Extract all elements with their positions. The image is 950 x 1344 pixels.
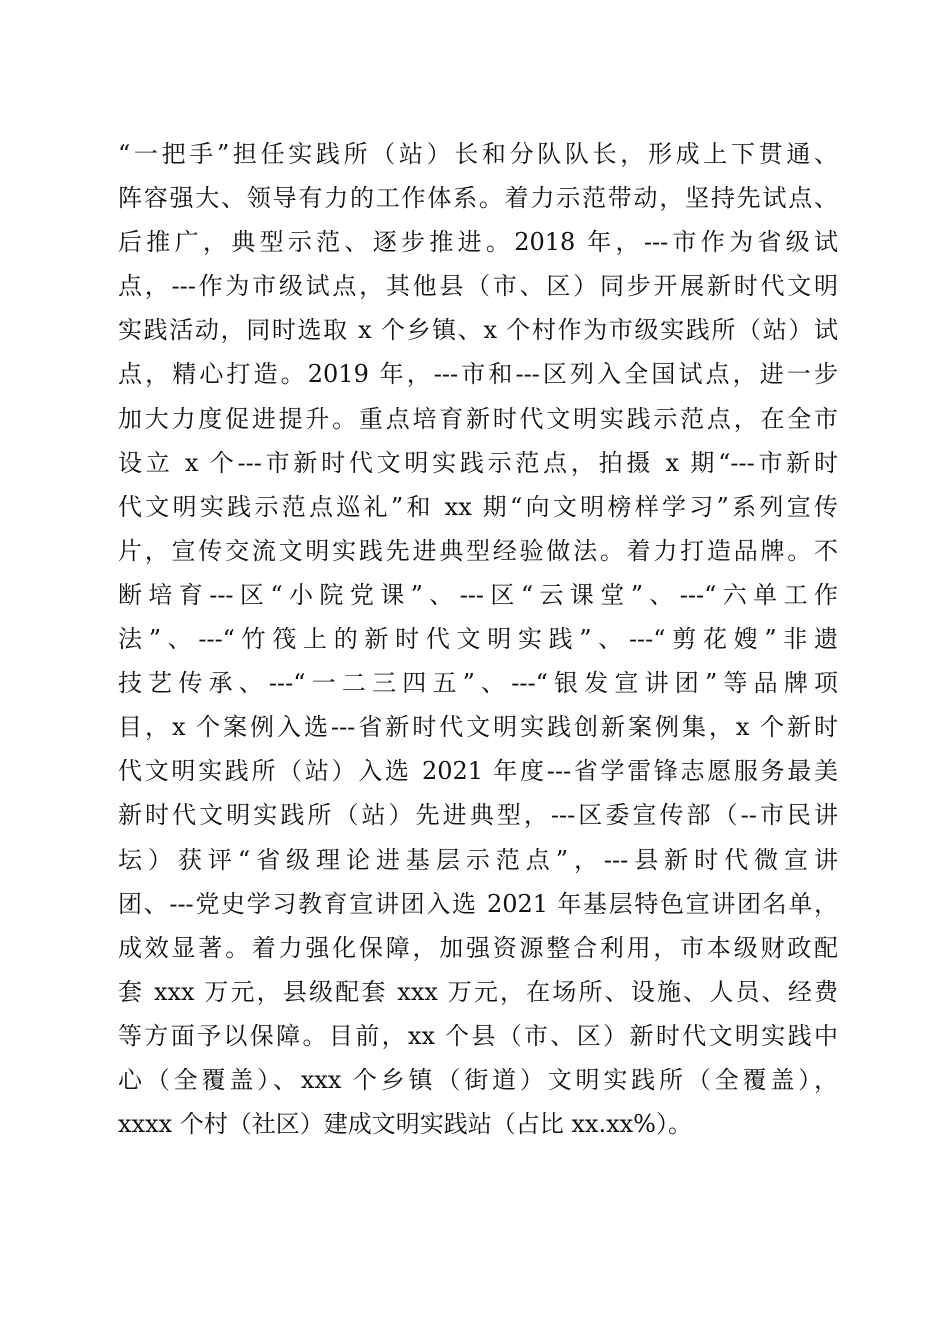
text-line: 成效显著。着力强化保障，加强资源整合利用，市本级财政配 <box>118 933 838 962</box>
text-line: 坛）获评“省级理论进基层示范点”，---县新时代微宣讲 <box>118 845 838 874</box>
text-line: 阵容强大、领导有力的工作体系。着力示范带动，坚持先试点、 <box>118 184 838 213</box>
text-line: 片，宣传交流文明实践先进典型经验做法。着力打造品牌。不 <box>118 536 838 565</box>
text-line: “一把手”担任实践所（站）长和分队队长，形成上下贯通、 <box>118 140 838 168</box>
text-line: 实践活动，同时选取 x 个乡镇、x 个村作为市级实践所（站）试 <box>118 316 838 345</box>
text-line: 法”、---“竹筏上的新时代文明实践”、---“剪花嫂”非遗 <box>118 625 838 654</box>
text-line: 团、---党史学习教育宣讲团入选 2021 年基层特色宣讲团名单， <box>118 889 838 918</box>
text-line: 心（全覆盖）、xxx 个乡镇（街道）文明实践所（全覆盖）， <box>118 1065 838 1094</box>
text-line: 套 xxx 万元，县级配套 xxx 万元，在场所、设施、人员、经费 <box>118 977 838 1006</box>
body-paragraph <box>118 132 838 1146</box>
text-line: 代文明实践示范点巡礼”和 xx 期“向文明榜样学习”系列宣传 <box>118 492 838 521</box>
text-line: xxxx 个村（社区）建成文明实践站（占比 xx.xx%）。 <box>118 1110 692 1139</box>
text-line: 加大力度促进提升。重点培育新时代文明实践示范点，在全市 <box>118 404 838 433</box>
text-line: 目，x 个案例入选---省新时代文明实践创新案例集，x 个新时 <box>118 713 838 742</box>
text-line: 断培育---区“小院党课”、---区“云课堂”、---“六单工作 <box>118 580 838 609</box>
text-line: 点，---作为市级试点，其他县（市、区）同步开展新时代文明 <box>118 272 838 301</box>
text-line: 设立 x 个---市新时代文明实践示范点，拍摄 x 期“---市新时 <box>118 448 838 477</box>
text-line: 新时代文明实践所（站）先进典型，---区委宣传部（--市民讲 <box>118 801 838 830</box>
text-line: 点，精心打造。2019 年，---市和---区列入全国试点，进一步 <box>118 360 838 389</box>
text-line: 等方面予以保障。目前，xx 个县（市、区）新时代文明实践中 <box>118 1021 838 1050</box>
text-line: 后推广，典型示范、逐步推进。2018 年，---市作为省级试 <box>118 228 838 257</box>
text-line: 代文明实践所（站）入选 2021 年度---省学雷锋志愿服务最美 <box>118 757 838 786</box>
text-line: 技艺传承、---“一二三四五”、---“银发宣讲团”等品牌项 <box>118 669 838 698</box>
